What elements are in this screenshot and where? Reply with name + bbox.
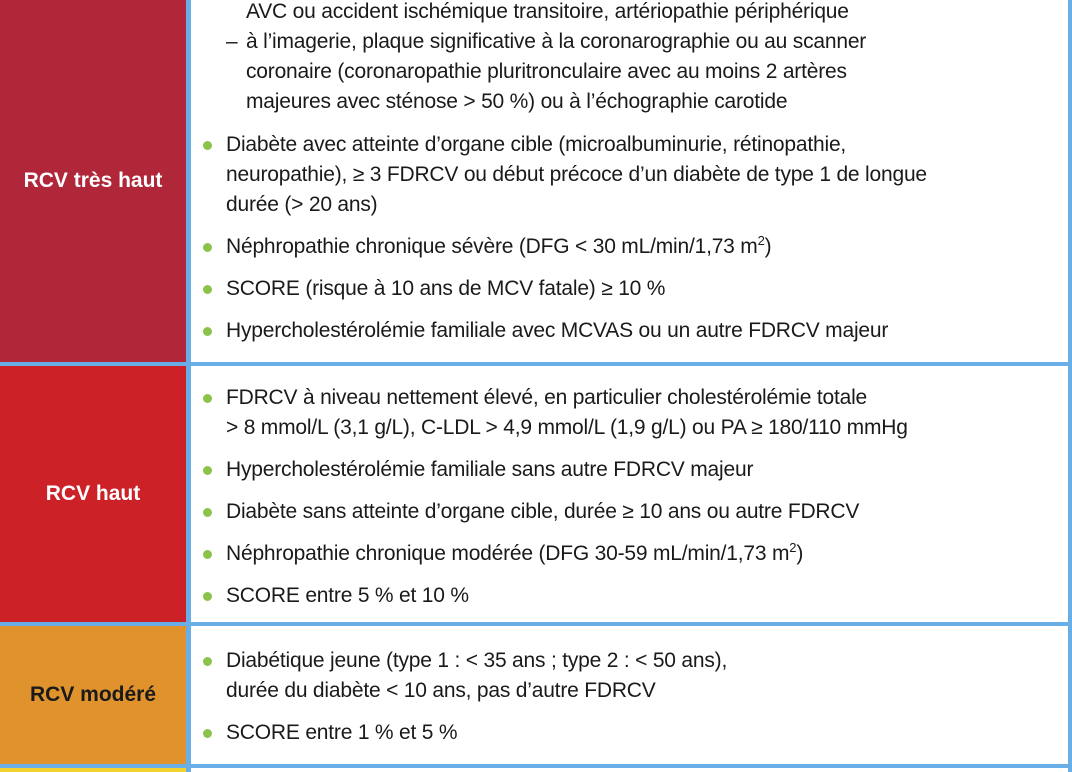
row-content-high — [191, 366, 1068, 622]
item-text: SCORE entre 5 % et 10 % — [226, 584, 469, 607]
bullet-icon — [203, 550, 212, 559]
item-text: Diabète sans atteinte d’organe cible, durée ≥ 10 ans ou autre FDRCV — [226, 500, 860, 523]
bullet-icon — [203, 729, 212, 738]
item-text: Néphropathie chronique sévère (DFG < 30 mL/min/1,73 m — [226, 235, 758, 258]
item-line: Diabète avec atteinte d’organe cible (microalbuminurie, rétinopathie, — [226, 133, 847, 156]
bullet-icon — [203, 657, 212, 666]
row-label-low — [0, 768, 186, 772]
item-text: SCORE (risque à 10 ans de MCV fatale) ≥ 10 % — [226, 277, 666, 300]
bullet-icon — [203, 243, 212, 252]
list-item — [191, 646, 1068, 706]
bullet-icon — [203, 592, 212, 601]
item-line: majeures avec sténose > 50 %) ou à l’échographie carotide — [246, 90, 788, 113]
item-text: Hypercholestérolémie familiale avec MCVAS ou un autre FDRCV majeur — [226, 319, 889, 342]
row-high — [0, 366, 1072, 622]
item-line: neuropathie), ≥ 3 FDRCV ou début précoce d’un diabète de type 1 de longue — [226, 163, 927, 186]
list-item — [191, 455, 1068, 485]
criteria-list — [191, 383, 1068, 611]
list-item — [191, 0, 1068, 117]
item-line: à l’imagerie, plaque significative à la coronarographie ou au scanner — [246, 30, 867, 53]
label-text: RCV très haut — [23, 169, 163, 192]
row-label-high — [0, 366, 186, 622]
bullet-icon — [203, 141, 212, 150]
list-item — [191, 130, 1068, 220]
criteria-list — [191, 646, 1068, 748]
row-label-very-high — [0, 0, 186, 362]
dash-marker: – — [226, 30, 238, 53]
row-very-high — [0, 0, 1072, 362]
row-content-moderate — [191, 626, 1068, 764]
superscript: 2 — [757, 233, 765, 248]
list-item — [191, 232, 1068, 262]
item-line: durée du diabète < 10 ans, pas d’autre FDRCV — [226, 679, 656, 702]
item-line: durée (> 20 ans) — [226, 193, 378, 216]
row-low — [0, 768, 1072, 772]
bullet-icon — [203, 508, 212, 517]
label-text: RCV modéré — [29, 683, 157, 706]
list-item — [191, 497, 1068, 527]
bullet-icon — [203, 394, 212, 403]
list-item — [191, 718, 1068, 748]
item-line: Diabétique jeune (type 1 : < 35 ans ; type 2 : < 50 ans), — [226, 649, 728, 672]
item-text: Hypercholestérolémie familiale sans autre FDRCV majeur — [226, 458, 754, 481]
item-line: > 8 mmol/L (3,1 g/L), C-LDL > 4,9 mmol/L (1,9 g/L) ou PA ≥ 180/110 mmHg — [226, 416, 908, 439]
row-moderate — [0, 626, 1072, 764]
item-line: coronaire (coronaropathie pluritronculaire avec au moins 2 artères — [246, 60, 847, 83]
item-line: AVC ou accident ischémique transitoire, artériopathie périphérique — [246, 0, 849, 23]
list-item — [191, 581, 1068, 611]
list-item — [191, 274, 1068, 304]
list-item — [191, 383, 1068, 443]
criteria-list — [191, 130, 1068, 346]
item-line: FDRCV à niveau nettement élevé, en particulier cholestérolémie totale — [226, 386, 868, 409]
row-content-low — [191, 768, 1068, 772]
bullet-icon — [203, 285, 212, 294]
list-item — [191, 316, 1068, 346]
item-text: Néphropathie chronique modérée (DFG 30-59 mL/min/1,73 m — [226, 542, 790, 565]
criteria-list — [191, 0, 1068, 117]
item-line — [226, 27, 1068, 57]
row-label-moderate — [0, 626, 186, 764]
item-text-after: ) — [764, 235, 772, 258]
bullet-icon — [203, 466, 212, 475]
list-item — [191, 539, 1068, 569]
superscript: 2 — [789, 540, 797, 555]
row-content-very-high — [191, 0, 1068, 362]
bullet-icon — [203, 327, 212, 336]
item-text-after: ) — [796, 542, 804, 565]
item-text: SCORE entre 1 % et 5 % — [226, 721, 458, 744]
label-text: RCV haut — [45, 482, 141, 505]
